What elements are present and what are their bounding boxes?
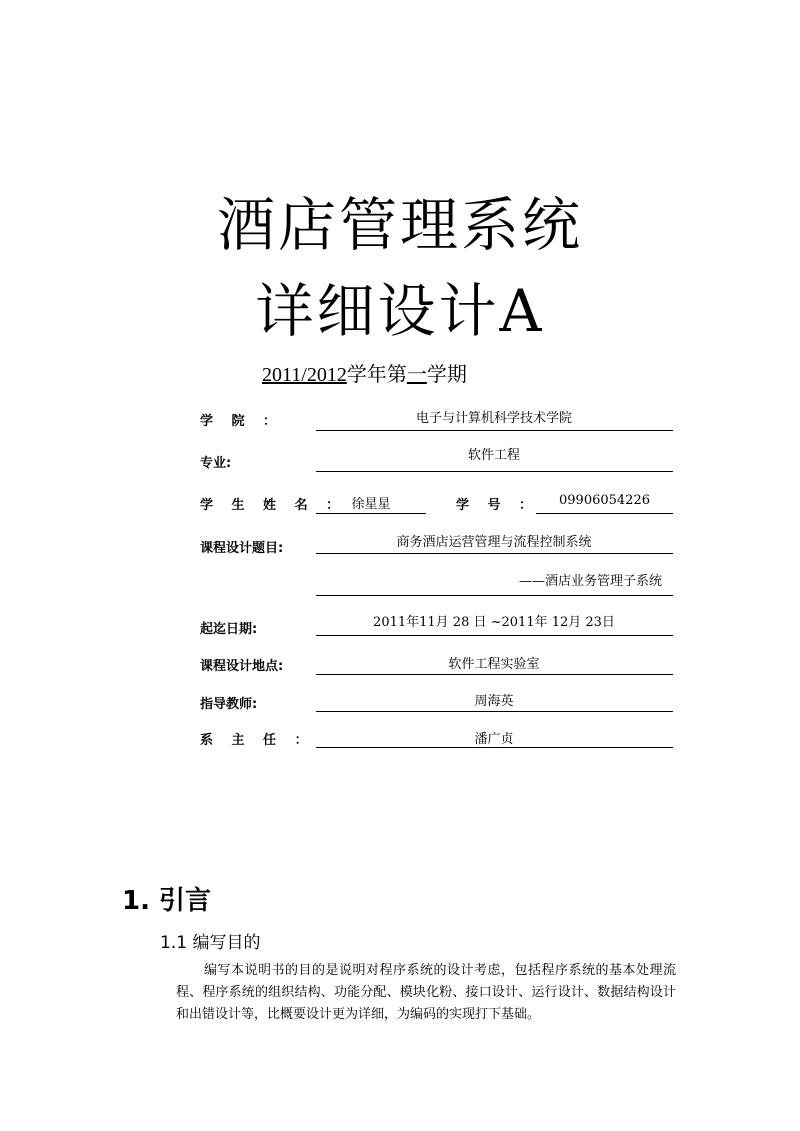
topic-underline	[316, 553, 673, 554]
dates-value: 2011年11月 28 日 ~2011年 12月 23日	[373, 615, 615, 630]
department-head-underline	[316, 747, 673, 748]
dates-underline	[316, 635, 673, 636]
location-label: 课程设计地点:	[200, 659, 284, 674]
dates-label: 起迄日期:	[200, 622, 258, 637]
advisor-value: 周海英	[474, 694, 514, 709]
advisor-label: 指导教师:	[200, 697, 258, 712]
document-title: 酒店管理系统	[216, 191, 583, 259]
section-heading: 1. 引言	[122, 886, 212, 916]
college-underline	[316, 430, 673, 431]
intro-paragraph: 编写本说明书的目的是说明对程序系统的设计考虑，包括程序系统的基本处理流程、程序系统的组织结构、功能分配、模块化粉、接口设计、运行设计、数据结构设计和出错设计等，比概要设计更为详细，为编码的实现打下基础。	[176, 963, 676, 1022]
term-number: 一	[406, 364, 427, 386]
academic-term	[262, 358, 467, 387]
topic-subtitle-underline	[316, 595, 673, 596]
document-subtitle: 详细设计A	[255, 277, 545, 345]
location-underline	[316, 674, 673, 675]
major-label: 专业:	[200, 456, 232, 471]
topic-subtitle: ——酒店业务管理子系统	[518, 574, 662, 589]
major-underline	[316, 471, 673, 472]
advisor-underline	[316, 711, 673, 712]
student-name-underline	[316, 513, 426, 514]
student-name-label: 学 生 姓 名 ：	[200, 498, 347, 513]
term-tail: 学期	[426, 364, 467, 386]
college-label: 学 院 ：	[200, 414, 284, 429]
topic-value: 商务酒店运营管理与流程控制系统	[396, 535, 592, 550]
student-id-value: 09906054226	[559, 493, 650, 508]
student-id-underline	[536, 513, 673, 514]
location-value: 软件工程实验室	[448, 657, 540, 672]
term-years: 2011/2012	[262, 364, 347, 386]
term-mid: 学年第	[346, 364, 407, 386]
college-value: 电子与计算机科学技术学院	[415, 411, 572, 426]
student-name-value: 徐星星	[351, 497, 391, 512]
subsection-heading: 1.1 编写目的	[160, 933, 261, 953]
major-value: 软件工程	[467, 448, 520, 463]
student-id-label: 学 号 ：	[456, 498, 540, 513]
department-head-label: 系 主 任 ：	[200, 733, 315, 748]
topic-label: 课程设计题目:	[200, 541, 284, 556]
department-head-value: 潘广贞	[474, 732, 514, 747]
